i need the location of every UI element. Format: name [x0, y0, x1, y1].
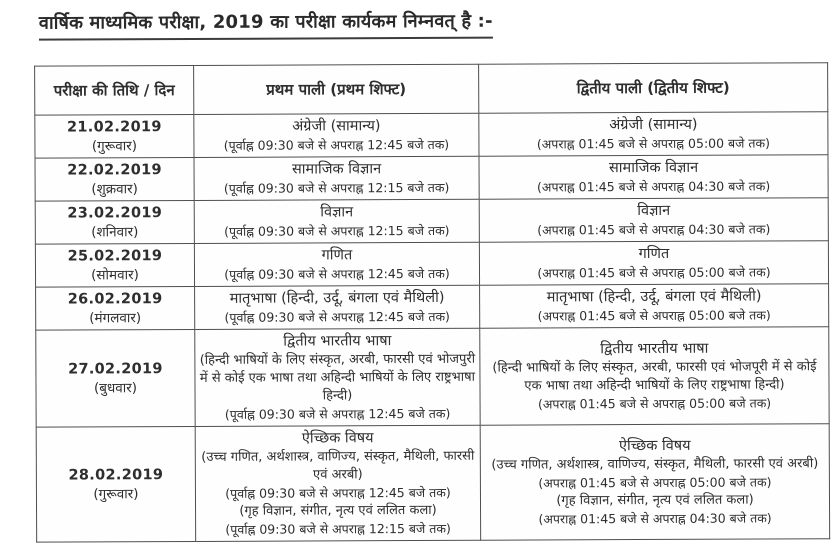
- shift-timing: (पूर्वाह्न 09:30 बजे से अपराह्न 12:45 बजे तक): [224, 265, 450, 282]
- date-cell: [35, 243, 194, 287]
- shift-timing: (पूर्वाह्न 09:30 बजे से अपराह्न 12:15 बजे तक): [225, 520, 451, 537]
- header-second-shift: द्वितीय पाली (द्वितीय शिफ्ट): [479, 63, 828, 114]
- subject-options-note: (गृह विज्ञान, संगीत, नृत्य एवं ललित कला): [239, 502, 437, 519]
- table-row: [36, 327, 829, 427]
- shift1-cell: [194, 156, 479, 200]
- shift2-cell: [480, 284, 829, 329]
- header-date-day: परीक्षा की तिथि / दिन: [35, 65, 194, 115]
- shift2-cell: [479, 112, 828, 157]
- exam-day: (शुक्रवार): [91, 180, 138, 197]
- shift1-cell: [195, 285, 480, 329]
- shift1-cell: [194, 113, 479, 157]
- subject-options-note: (हिन्दी भाषियों के लिए संस्कृत, अरबी, फारसी एवं भोजपूरी में से कोई एक भाषा तथा अहिन्दी भाषियों के लिए राष्ट्रभाषा हिन्दी): [492, 359, 817, 394]
- exam-date: 27.02.2019: [68, 360, 163, 378]
- shift-timing: (पूर्वाह्न 09:30 बजे से अपराह्न 12:15 बजे तक): [223, 179, 450, 196]
- table-row: [35, 198, 828, 244]
- subject-name: द्वितीय भारतीय भाषा: [600, 340, 709, 358]
- subject-options-note: (उच्च गणित, अर्थशास्त्र, वाणिज्य, संस्कृत, मैथिली, फारसी एवं अरबी): [201, 448, 475, 483]
- exam-date: 21.02.2019: [66, 118, 162, 136]
- page-title: वार्षिक माध्यमिक परीक्षा, 2019 का परीक्षा कार्यकम निम्नवत् है :-: [39, 9, 493, 41]
- table-row: [35, 155, 828, 201]
- subject-name: सामाजिक विज्ञान: [291, 161, 382, 178]
- subject-name: ऐच्छिक विषय: [301, 430, 374, 447]
- shift-timing: (अपराह्न 01:45 बजे से अपराह्न 04:30 बजे तक): [537, 178, 771, 195]
- date-cell: [36, 329, 195, 427]
- header-first-shift: प्रथम पाली (प्रथम शिफ्ट): [194, 64, 479, 114]
- shift-timing: (पूर्वाह्न 09:30 बजे से अपराह्न 12:15 बजे तक): [224, 222, 450, 239]
- shift-timing: (अपराह्न 01:45 बजे से अपराह्न 05:00 बजे तक): [537, 264, 771, 281]
- table-row: [35, 112, 828, 158]
- subject-name: विज्ञान: [637, 202, 671, 220]
- exam-date: 25.02.2019: [67, 247, 163, 265]
- shift-timing: (अपराह्न 01:45 बजे से अपराह्न 05:00 बजे तक): [536, 135, 771, 152]
- exam-date: 28.02.2019: [68, 466, 164, 484]
- date-cell: [35, 200, 194, 244]
- shift-timing: (अपराह्न 01:45 बजे से अपराह्न 05:00 बजे तक): [537, 395, 772, 412]
- subject-options-note: (गृह विज्ञान, संगीत, नृत्य एवं ललित कला): [556, 492, 754, 509]
- shift-timing: (पूर्वाह्न 09:30 बजे से अपराह्न 12:45 बजे तक): [225, 484, 451, 501]
- exam-day: (सोमवार): [91, 266, 139, 283]
- shift2-cell: [479, 241, 828, 286]
- subject-name: द्वितीय भारतीय भाषा: [283, 333, 392, 350]
- subject-name: विज्ञान: [320, 204, 354, 221]
- shift2-cell: [480, 424, 829, 541]
- exam-date: 22.02.2019: [67, 161, 162, 179]
- shift2-cell: [479, 155, 828, 200]
- exam-date: 26.02.2019: [67, 290, 163, 308]
- exam-day: (बुधवार): [93, 379, 138, 396]
- table-row: [36, 284, 829, 330]
- shift-timing: (अपराह्न 01:45 बजे से अपराह्न 05:00 बजे तक): [537, 307, 771, 324]
- date-cell: [36, 286, 195, 330]
- subject-name: गणित: [321, 247, 353, 264]
- subject-options-note: (हिन्दी भाषियों के लिए संस्कृत, अरबी, फारसी एवं भोजपुरी में से कोई एक भाषा तथा अहिन्दी भाषियों के लिए राष्ट्रभाषा हिन्दी): [199, 351, 476, 404]
- shift-timing: (अपराह्न 01:45 बजे से अपराह्न 05:00 बजे तक): [538, 474, 772, 491]
- shift-timing: (पूर्वाह्न 09:30 बजे से अपराह्न 12:45 बजे तक): [224, 405, 451, 422]
- shift2-cell: [479, 198, 828, 243]
- subject-options-note: (उच्च गणित, अर्थशास्त्र, वाणिज्य, संस्कृत, मैथिली, फारसी एवं अरबी): [491, 456, 819, 473]
- subject-name: मातृभाषा (हिन्दी, उर्दू, बंगला एवं मैथिली): [546, 288, 762, 306]
- subject-name: अंग्रेजी (सामान्य): [609, 116, 698, 134]
- date-cell: [36, 426, 196, 542]
- subject-name: गणित: [638, 245, 670, 263]
- exam-day: (शनिवार): [91, 223, 139, 240]
- shift1-cell: [194, 242, 479, 286]
- date-cell: [35, 157, 194, 201]
- exam-schedule-table: [34, 62, 830, 542]
- shift-timing: (अपराह्न 01:45 बजे से अपराह्न 04:30 बजे तक): [538, 510, 772, 527]
- exam-day: (गुरूवार): [91, 137, 138, 154]
- exam-day: (मंगलवार): [89, 309, 142, 326]
- subject-name: मातृभाषा (हिन्दी, उर्दू, बंगला एवं मैथिली): [229, 289, 445, 307]
- shift1-cell: [194, 199, 479, 243]
- shift-timing: (अपराह्न 01:45 बजे से अपराह्न 04:30 बजे तक): [537, 221, 771, 238]
- shift1-cell: [195, 425, 480, 541]
- shift-timing: (पूर्वाह्न 09:30 बजे से अपराह्न 12:45 बजे तक): [223, 136, 450, 153]
- subject-name: ऐच्छिक विषय: [618, 437, 691, 455]
- shift1-cell: [195, 328, 480, 426]
- table-row: [36, 424, 829, 542]
- subject-name: सामाजिक विज्ञान: [608, 159, 699, 177]
- exam-date: 23.02.2019: [67, 204, 163, 222]
- table-row: [35, 241, 828, 287]
- exam-day: (गुरूवार): [93, 485, 139, 502]
- date-cell: [35, 114, 194, 158]
- table-header-row: [35, 63, 828, 115]
- shift2-cell: [480, 327, 829, 426]
- subject-name: अंग्रेजी (सामान्य): [292, 118, 381, 135]
- shift-timing: (पूर्वाह्न 09:30 बजे से अपराह्न 12:45 बजे तक): [224, 308, 450, 325]
